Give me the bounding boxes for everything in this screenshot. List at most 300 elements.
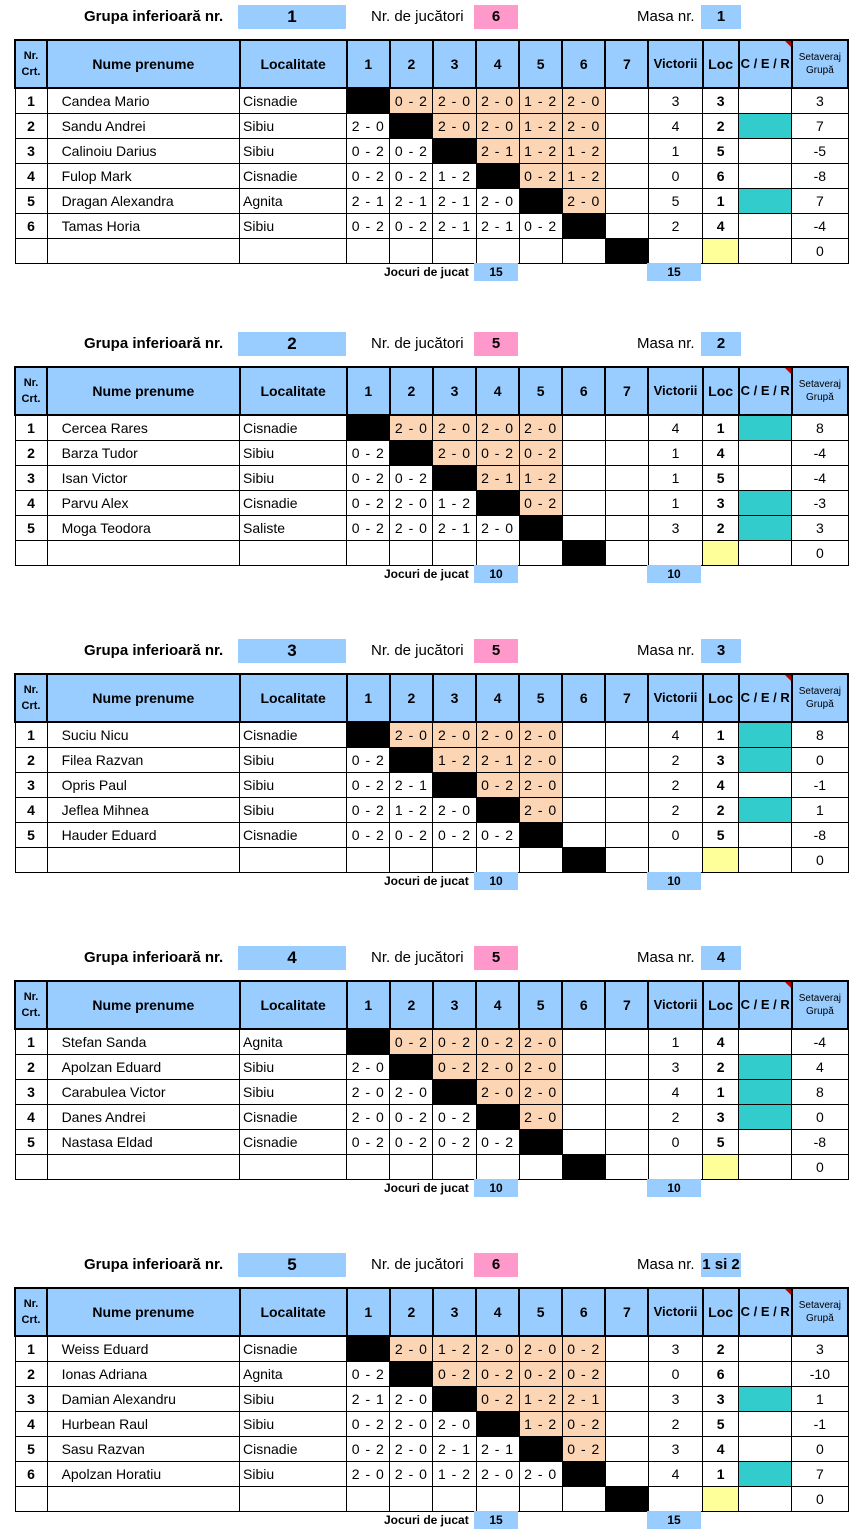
match-score-cell[interactable] xyxy=(562,1105,605,1130)
qualification-cell[interactable] xyxy=(739,466,792,491)
match-score-cell[interactable]: 0 - 2 xyxy=(433,1362,476,1387)
match-score-cell[interactable]: 0 - 2 xyxy=(476,1029,519,1055)
match-score-cell[interactable]: 2 - 0 xyxy=(390,1462,433,1487)
match-score-cell[interactable]: 2 - 0 xyxy=(476,1462,519,1487)
player-name[interactable]: Carabulea Victor xyxy=(47,1080,239,1105)
match-score-cell[interactable] xyxy=(605,1336,648,1362)
qualification-cell[interactable] xyxy=(739,848,792,873)
match-score-cell[interactable]: 0 - 2 xyxy=(476,773,519,798)
player-locality[interactable]: Sibiu xyxy=(240,773,347,798)
match-score-cell[interactable]: 0 - 2 xyxy=(562,1362,605,1387)
match-score-cell[interactable] xyxy=(605,441,648,466)
player-name[interactable]: Hauder Eduard xyxy=(47,823,239,848)
qualification-cell[interactable] xyxy=(739,415,792,441)
match-score-cell[interactable]: 0 - 2 xyxy=(347,1437,390,1462)
player-name[interactable]: Suciu Nicu xyxy=(47,722,239,748)
match-score-cell[interactable] xyxy=(519,848,562,873)
match-score-cell[interactable] xyxy=(605,1437,648,1462)
match-score-cell[interactable]: 0 - 2 xyxy=(347,214,390,239)
match-score-cell[interactable]: 2 - 0 xyxy=(519,1462,562,1487)
match-score-cell[interactable] xyxy=(390,541,433,566)
match-score-cell[interactable]: 0 - 2 xyxy=(390,1130,433,1155)
match-score-cell[interactable] xyxy=(433,1155,476,1180)
player-name[interactable] xyxy=(47,1487,239,1512)
player-locality[interactable] xyxy=(240,1155,347,1180)
player-name[interactable] xyxy=(47,541,239,566)
qualification-cell[interactable] xyxy=(739,441,792,466)
match-score-cell[interactable]: 2 - 0 xyxy=(519,722,562,748)
match-score-cell[interactable]: 1 - 2 xyxy=(519,88,562,114)
players-count[interactable]: 5 xyxy=(474,332,518,356)
match-score-cell[interactable]: 1 - 2 xyxy=(562,164,605,189)
player-locality[interactable]: Sibiu xyxy=(240,1080,347,1105)
match-score-cell[interactable]: 0 - 2 xyxy=(347,823,390,848)
match-score-cell[interactable]: 0 - 2 xyxy=(476,1387,519,1412)
match-score-cell[interactable]: 2 - 0 xyxy=(347,114,390,139)
match-score-cell[interactable] xyxy=(605,1155,648,1180)
match-score-cell[interactable]: 2 - 0 xyxy=(433,441,476,466)
player-locality[interactable]: Cisnadie xyxy=(240,164,347,189)
match-score-cell[interactable]: 2 - 0 xyxy=(562,114,605,139)
match-score-cell[interactable]: 2 - 1 xyxy=(390,189,433,214)
match-score-cell[interactable] xyxy=(562,823,605,848)
match-score-cell[interactable]: 0 - 2 xyxy=(476,441,519,466)
match-score-cell[interactable]: 2 - 0 xyxy=(390,722,433,748)
match-score-cell[interactable]: 0 - 2 xyxy=(519,491,562,516)
match-score-cell[interactable] xyxy=(562,798,605,823)
match-score-cell[interactable]: 0 - 2 xyxy=(519,214,562,239)
qualification-cell[interactable] xyxy=(739,164,792,189)
match-score-cell[interactable]: 0 - 2 xyxy=(347,466,390,491)
player-locality[interactable]: Cisnadie xyxy=(240,823,347,848)
match-score-cell[interactable]: 2 - 0 xyxy=(347,1055,390,1080)
player-locality[interactable]: Cisnadie xyxy=(240,491,347,516)
player-name[interactable] xyxy=(47,1155,239,1180)
match-score-cell[interactable]: 2 - 0 xyxy=(519,1055,562,1080)
match-score-cell[interactable]: 0 - 2 xyxy=(390,1105,433,1130)
match-score-cell[interactable] xyxy=(605,1105,648,1130)
match-score-cell[interactable]: 0 - 2 xyxy=(390,164,433,189)
player-locality[interactable]: Sibiu xyxy=(240,114,347,139)
match-score-cell[interactable] xyxy=(605,214,648,239)
qualification-cell[interactable] xyxy=(739,1412,792,1437)
match-score-cell[interactable]: 2 - 0 xyxy=(390,415,433,441)
match-score-cell[interactable]: 2 - 0 xyxy=(433,88,476,114)
match-score-cell[interactable]: 0 - 2 xyxy=(519,1362,562,1387)
match-score-cell[interactable] xyxy=(433,848,476,873)
match-score-cell[interactable] xyxy=(519,1155,562,1180)
table-number[interactable]: 1 xyxy=(701,5,741,29)
match-score-cell[interactable]: 2 - 0 xyxy=(390,491,433,516)
qualification-cell[interactable] xyxy=(739,214,792,239)
group-number[interactable]: 3 xyxy=(238,639,346,663)
match-score-cell[interactable]: 0 - 2 xyxy=(562,1336,605,1362)
qualification-cell[interactable] xyxy=(739,541,792,566)
match-score-cell[interactable] xyxy=(605,1029,648,1055)
match-score-cell[interactable]: 2 - 1 xyxy=(476,139,519,164)
match-score-cell[interactable]: 0 - 2 xyxy=(433,1055,476,1080)
table-number[interactable]: 2 xyxy=(701,332,741,356)
qualification-cell[interactable] xyxy=(739,239,792,264)
match-score-cell[interactable] xyxy=(605,798,648,823)
match-score-cell[interactable]: 0 - 2 xyxy=(390,88,433,114)
match-score-cell[interactable] xyxy=(605,1412,648,1437)
match-score-cell[interactable]: 2 - 0 xyxy=(519,773,562,798)
player-name[interactable]: Cercea Rares xyxy=(47,415,239,441)
player-name[interactable]: Apolzan Eduard xyxy=(47,1055,239,1080)
match-score-cell[interactable] xyxy=(476,1155,519,1180)
match-score-cell[interactable] xyxy=(562,491,605,516)
match-score-cell[interactable]: 2 - 0 xyxy=(562,189,605,214)
player-locality[interactable]: Cisnadie xyxy=(240,415,347,441)
match-score-cell[interactable] xyxy=(562,722,605,748)
qualification-cell[interactable] xyxy=(739,114,792,139)
match-score-cell[interactable] xyxy=(519,1487,562,1512)
player-locality[interactable]: Sibiu xyxy=(240,1055,347,1080)
match-score-cell[interactable]: 1 - 2 xyxy=(562,139,605,164)
match-score-cell[interactable]: 2 - 0 xyxy=(519,748,562,773)
player-locality[interactable]: Agnita xyxy=(240,1362,347,1387)
player-name[interactable] xyxy=(47,239,239,264)
qualification-cell[interactable] xyxy=(739,88,792,114)
player-name[interactable]: Nastasa Eldad xyxy=(47,1130,239,1155)
match-score-cell[interactable] xyxy=(605,541,648,566)
match-score-cell[interactable]: 1 - 2 xyxy=(433,1462,476,1487)
match-score-cell[interactable] xyxy=(605,1387,648,1412)
player-name[interactable]: Sandu Andrei xyxy=(47,114,239,139)
player-locality[interactable]: Sibiu xyxy=(240,1462,347,1487)
match-score-cell[interactable]: 2 - 1 xyxy=(347,189,390,214)
player-name[interactable]: Dragan Alexandra xyxy=(47,189,239,214)
match-score-cell[interactable] xyxy=(390,1155,433,1180)
group-number[interactable]: 2 xyxy=(238,332,346,356)
qualification-cell[interactable] xyxy=(739,516,792,541)
player-locality[interactable] xyxy=(240,239,347,264)
players-count[interactable]: 6 xyxy=(474,1253,518,1277)
match-score-cell[interactable] xyxy=(605,88,648,114)
match-score-cell[interactable]: 0 - 2 xyxy=(562,1412,605,1437)
match-score-cell[interactable] xyxy=(605,114,648,139)
match-score-cell[interactable]: 2 - 0 xyxy=(562,88,605,114)
match-score-cell[interactable] xyxy=(605,516,648,541)
player-name[interactable]: Candea Mario xyxy=(47,88,239,114)
player-locality[interactable]: Cisnadie xyxy=(240,88,347,114)
match-score-cell[interactable]: 0 - 2 xyxy=(390,466,433,491)
qualification-cell[interactable] xyxy=(739,1055,792,1080)
player-locality[interactable]: Cisnadie xyxy=(240,1336,347,1362)
match-score-cell[interactable] xyxy=(476,541,519,566)
player-name[interactable]: Apolzan Horatiu xyxy=(47,1462,239,1487)
player-locality[interactable]: Sibiu xyxy=(240,466,347,491)
match-score-cell[interactable]: 0 - 2 xyxy=(347,1130,390,1155)
match-score-cell[interactable]: 0 - 2 xyxy=(347,516,390,541)
match-score-cell[interactable]: 2 - 1 xyxy=(562,1387,605,1412)
player-locality[interactable] xyxy=(240,541,347,566)
qualification-cell[interactable] xyxy=(739,189,792,214)
match-score-cell[interactable] xyxy=(562,773,605,798)
player-name[interactable]: Damian Alexandru xyxy=(47,1387,239,1412)
match-score-cell[interactable] xyxy=(390,239,433,264)
qualification-cell[interactable] xyxy=(739,1130,792,1155)
match-score-cell[interactable]: 0 - 2 xyxy=(347,491,390,516)
group-number[interactable]: 4 xyxy=(238,946,346,970)
player-locality[interactable]: Agnita xyxy=(240,1029,347,1055)
match-score-cell[interactable]: 2 - 0 xyxy=(519,415,562,441)
match-score-cell[interactable]: 0 - 2 xyxy=(433,1105,476,1130)
match-score-cell[interactable] xyxy=(476,848,519,873)
match-score-cell[interactable]: 2 - 0 xyxy=(476,189,519,214)
player-name[interactable]: Isan Victor xyxy=(47,466,239,491)
match-score-cell[interactable]: 0 - 2 xyxy=(476,1362,519,1387)
player-name[interactable]: Weiss Eduard xyxy=(47,1336,239,1362)
match-score-cell[interactable] xyxy=(347,1155,390,1180)
qualification-cell[interactable] xyxy=(739,1029,792,1055)
match-score-cell[interactable] xyxy=(605,823,648,848)
match-score-cell[interactable]: 1 - 2 xyxy=(519,1387,562,1412)
match-score-cell[interactable]: 2 - 0 xyxy=(347,1080,390,1105)
players-count[interactable]: 5 xyxy=(474,946,518,970)
match-score-cell[interactable]: 2 - 0 xyxy=(390,1387,433,1412)
match-score-cell[interactable]: 2 - 0 xyxy=(433,114,476,139)
qualification-cell[interactable] xyxy=(739,798,792,823)
match-score-cell[interactable]: 2 - 0 xyxy=(476,516,519,541)
match-score-cell[interactable]: 2 - 0 xyxy=(433,415,476,441)
match-score-cell[interactable]: 2 - 1 xyxy=(476,214,519,239)
player-name[interactable]: Moga Teodora xyxy=(47,516,239,541)
match-score-cell[interactable] xyxy=(605,491,648,516)
match-score-cell[interactable]: 1 - 2 xyxy=(519,1412,562,1437)
match-score-cell[interactable] xyxy=(347,1487,390,1512)
table-number[interactable]: 3 xyxy=(701,639,741,663)
player-name[interactable]: Fulop Mark xyxy=(47,164,239,189)
qualification-cell[interactable] xyxy=(739,748,792,773)
match-score-cell[interactable]: 2 - 0 xyxy=(476,722,519,748)
match-score-cell[interactable]: 2 - 0 xyxy=(390,1437,433,1462)
match-score-cell[interactable]: 0 - 2 xyxy=(347,139,390,164)
match-score-cell[interactable] xyxy=(605,848,648,873)
player-locality[interactable]: Cisnadie xyxy=(240,1130,347,1155)
match-score-cell[interactable]: 0 - 2 xyxy=(347,1412,390,1437)
match-score-cell[interactable]: 0 - 2 xyxy=(390,214,433,239)
match-score-cell[interactable] xyxy=(605,415,648,441)
table-number[interactable]: 1 si 2 xyxy=(701,1253,741,1277)
player-name[interactable]: Jeflea Mihnea xyxy=(47,798,239,823)
match-score-cell[interactable]: 2 - 0 xyxy=(476,1055,519,1080)
player-locality[interactable]: Agnita xyxy=(240,189,347,214)
player-locality[interactable]: Cisnadie xyxy=(240,1105,347,1130)
qualification-cell[interactable] xyxy=(739,139,792,164)
qualification-cell[interactable] xyxy=(739,1387,792,1412)
match-score-cell[interactable] xyxy=(605,189,648,214)
player-name[interactable]: Sasu Razvan xyxy=(47,1437,239,1462)
match-score-cell[interactable]: 0 - 2 xyxy=(519,441,562,466)
player-name[interactable] xyxy=(47,848,239,873)
match-score-cell[interactable] xyxy=(605,1055,648,1080)
match-score-cell[interactable]: 2 - 0 xyxy=(390,1336,433,1362)
match-score-cell[interactable]: 2 - 0 xyxy=(519,1336,562,1362)
match-score-cell[interactable]: 0 - 2 xyxy=(347,773,390,798)
qualification-cell[interactable] xyxy=(739,722,792,748)
player-name[interactable]: Calinoiu Darius xyxy=(47,139,239,164)
match-score-cell[interactable]: 1 - 2 xyxy=(519,139,562,164)
match-score-cell[interactable] xyxy=(562,1029,605,1055)
match-score-cell[interactable] xyxy=(562,466,605,491)
match-score-cell[interactable] xyxy=(562,1487,605,1512)
match-score-cell[interactable]: 2 - 1 xyxy=(433,516,476,541)
table-number[interactable]: 4 xyxy=(701,946,741,970)
match-score-cell[interactable]: 1 - 2 xyxy=(433,1336,476,1362)
match-score-cell[interactable] xyxy=(562,415,605,441)
match-score-cell[interactable]: 2 - 0 xyxy=(433,798,476,823)
match-score-cell[interactable]: 2 - 0 xyxy=(476,1080,519,1105)
match-score-cell[interactable]: 0 - 2 xyxy=(390,1029,433,1055)
qualification-cell[interactable] xyxy=(739,491,792,516)
player-name[interactable]: Tamas Horia xyxy=(47,214,239,239)
match-score-cell[interactable]: 2 - 0 xyxy=(433,722,476,748)
match-score-cell[interactable]: 0 - 2 xyxy=(433,823,476,848)
match-score-cell[interactable]: 2 - 1 xyxy=(433,189,476,214)
match-score-cell[interactable] xyxy=(433,1487,476,1512)
player-locality[interactable]: Cisnadie xyxy=(240,722,347,748)
match-score-cell[interactable] xyxy=(605,773,648,798)
match-score-cell[interactable]: 2 - 1 xyxy=(433,1437,476,1462)
match-score-cell[interactable] xyxy=(562,441,605,466)
match-score-cell[interactable]: 0 - 2 xyxy=(519,164,562,189)
player-locality[interactable]: Sibiu xyxy=(240,441,347,466)
match-score-cell[interactable]: 2 - 0 xyxy=(476,1336,519,1362)
player-name[interactable]: Barza Tudor xyxy=(47,441,239,466)
match-score-cell[interactable]: 2 - 0 xyxy=(390,1080,433,1105)
qualification-cell[interactable] xyxy=(739,1437,792,1462)
player-locality[interactable]: Sibiu xyxy=(240,139,347,164)
match-score-cell[interactable] xyxy=(433,541,476,566)
player-name[interactable]: Stefan Sanda xyxy=(47,1029,239,1055)
qualification-cell[interactable] xyxy=(739,1080,792,1105)
match-score-cell[interactable]: 2 - 0 xyxy=(519,1105,562,1130)
player-locality[interactable]: Sibiu xyxy=(240,1387,347,1412)
match-score-cell[interactable]: 2 - 0 xyxy=(519,798,562,823)
match-score-cell[interactable]: 2 - 0 xyxy=(347,1462,390,1487)
match-score-cell[interactable]: 0 - 2 xyxy=(476,1130,519,1155)
match-score-cell[interactable]: 2 - 1 xyxy=(476,466,519,491)
match-score-cell[interactable]: 2 - 0 xyxy=(476,114,519,139)
players-count[interactable]: 5 xyxy=(474,639,518,663)
match-score-cell[interactable]: 0 - 2 xyxy=(347,164,390,189)
match-score-cell[interactable]: 2 - 0 xyxy=(519,1029,562,1055)
qualification-cell[interactable] xyxy=(739,1155,792,1180)
match-score-cell[interactable] xyxy=(476,1487,519,1512)
player-locality[interactable]: Saliste xyxy=(240,516,347,541)
match-score-cell[interactable]: 1 - 2 xyxy=(390,798,433,823)
match-score-cell[interactable]: 2 - 0 xyxy=(433,1412,476,1437)
match-score-cell[interactable]: 1 - 2 xyxy=(433,164,476,189)
match-score-cell[interactable] xyxy=(605,722,648,748)
match-score-cell[interactable]: 0 - 2 xyxy=(347,441,390,466)
group-number[interactable]: 1 xyxy=(238,5,346,29)
group-number[interactable]: 5 xyxy=(238,1253,346,1277)
match-score-cell[interactable] xyxy=(605,139,648,164)
match-score-cell[interactable] xyxy=(605,1462,648,1487)
match-score-cell[interactable] xyxy=(347,239,390,264)
player-locality[interactable]: Cisnadie xyxy=(240,1437,347,1462)
match-score-cell[interactable]: 2 - 0 xyxy=(476,88,519,114)
match-score-cell[interactable]: 2 - 0 xyxy=(390,1412,433,1437)
match-score-cell[interactable]: 2 - 1 xyxy=(347,1387,390,1412)
match-score-cell[interactable] xyxy=(605,748,648,773)
player-locality[interactable]: Sibiu xyxy=(240,1412,347,1437)
match-score-cell[interactable]: 0 - 2 xyxy=(347,748,390,773)
player-name[interactable]: Hurbean Raul xyxy=(47,1412,239,1437)
qualification-cell[interactable] xyxy=(739,1362,792,1387)
match-score-cell[interactable] xyxy=(390,1487,433,1512)
match-score-cell[interactable]: 2 - 1 xyxy=(433,214,476,239)
match-score-cell[interactable]: 0 - 2 xyxy=(562,1437,605,1462)
match-score-cell[interactable]: 0 - 2 xyxy=(433,1130,476,1155)
match-score-cell[interactable]: 2 - 1 xyxy=(476,748,519,773)
players-count[interactable]: 6 xyxy=(474,5,518,29)
match-score-cell[interactable]: 2 - 0 xyxy=(390,516,433,541)
match-score-cell[interactable]: 2 - 0 xyxy=(519,1080,562,1105)
match-score-cell[interactable] xyxy=(605,1130,648,1155)
match-score-cell[interactable] xyxy=(347,541,390,566)
player-locality[interactable] xyxy=(240,1487,347,1512)
match-score-cell[interactable] xyxy=(347,848,390,873)
player-name[interactable]: Parvu Alex xyxy=(47,491,239,516)
match-score-cell[interactable] xyxy=(562,239,605,264)
match-score-cell[interactable]: 1 - 2 xyxy=(519,466,562,491)
match-score-cell[interactable]: 0 - 2 xyxy=(390,823,433,848)
match-score-cell[interactable]: 0 - 2 xyxy=(433,1029,476,1055)
qualification-cell[interactable] xyxy=(739,1462,792,1487)
match-score-cell[interactable]: 2 - 1 xyxy=(390,773,433,798)
match-score-cell[interactable] xyxy=(605,466,648,491)
qualification-cell[interactable] xyxy=(739,1105,792,1130)
player-name[interactable]: Danes Andrei xyxy=(47,1105,239,1130)
match-score-cell[interactable]: 1 - 2 xyxy=(433,748,476,773)
match-score-cell[interactable]: 1 - 2 xyxy=(519,114,562,139)
match-score-cell[interactable] xyxy=(562,748,605,773)
match-score-cell[interactable]: 0 - 2 xyxy=(390,139,433,164)
player-name[interactable]: Ionas Adriana xyxy=(47,1362,239,1387)
match-score-cell[interactable]: 0 - 2 xyxy=(347,798,390,823)
match-score-cell[interactable]: 0 - 2 xyxy=(476,823,519,848)
match-score-cell[interactable] xyxy=(476,239,519,264)
qualification-cell[interactable] xyxy=(739,1336,792,1362)
qualification-cell[interactable] xyxy=(739,823,792,848)
match-score-cell[interactable] xyxy=(562,1080,605,1105)
match-score-cell[interactable] xyxy=(605,1362,648,1387)
match-score-cell[interactable] xyxy=(519,541,562,566)
player-locality[interactable] xyxy=(240,848,347,873)
match-score-cell[interactable] xyxy=(390,848,433,873)
match-score-cell[interactable]: 2 - 1 xyxy=(476,1437,519,1462)
player-name[interactable]: Filea Razvan xyxy=(47,748,239,773)
match-score-cell[interactable] xyxy=(433,239,476,264)
player-name[interactable]: Opris Paul xyxy=(47,773,239,798)
match-score-cell[interactable] xyxy=(562,516,605,541)
qualification-cell[interactable] xyxy=(739,773,792,798)
match-score-cell[interactable]: 1 - 2 xyxy=(433,491,476,516)
match-score-cell[interactable]: 2 - 0 xyxy=(347,1105,390,1130)
match-score-cell[interactable] xyxy=(605,164,648,189)
player-locality[interactable]: Sibiu xyxy=(240,748,347,773)
match-score-cell[interactable]: 0 - 2 xyxy=(347,1362,390,1387)
match-score-cell[interactable] xyxy=(519,239,562,264)
match-score-cell[interactable] xyxy=(562,1130,605,1155)
match-score-cell[interactable]: 2 - 0 xyxy=(476,415,519,441)
player-locality[interactable]: Sibiu xyxy=(240,798,347,823)
match-score-cell[interactable] xyxy=(605,1080,648,1105)
